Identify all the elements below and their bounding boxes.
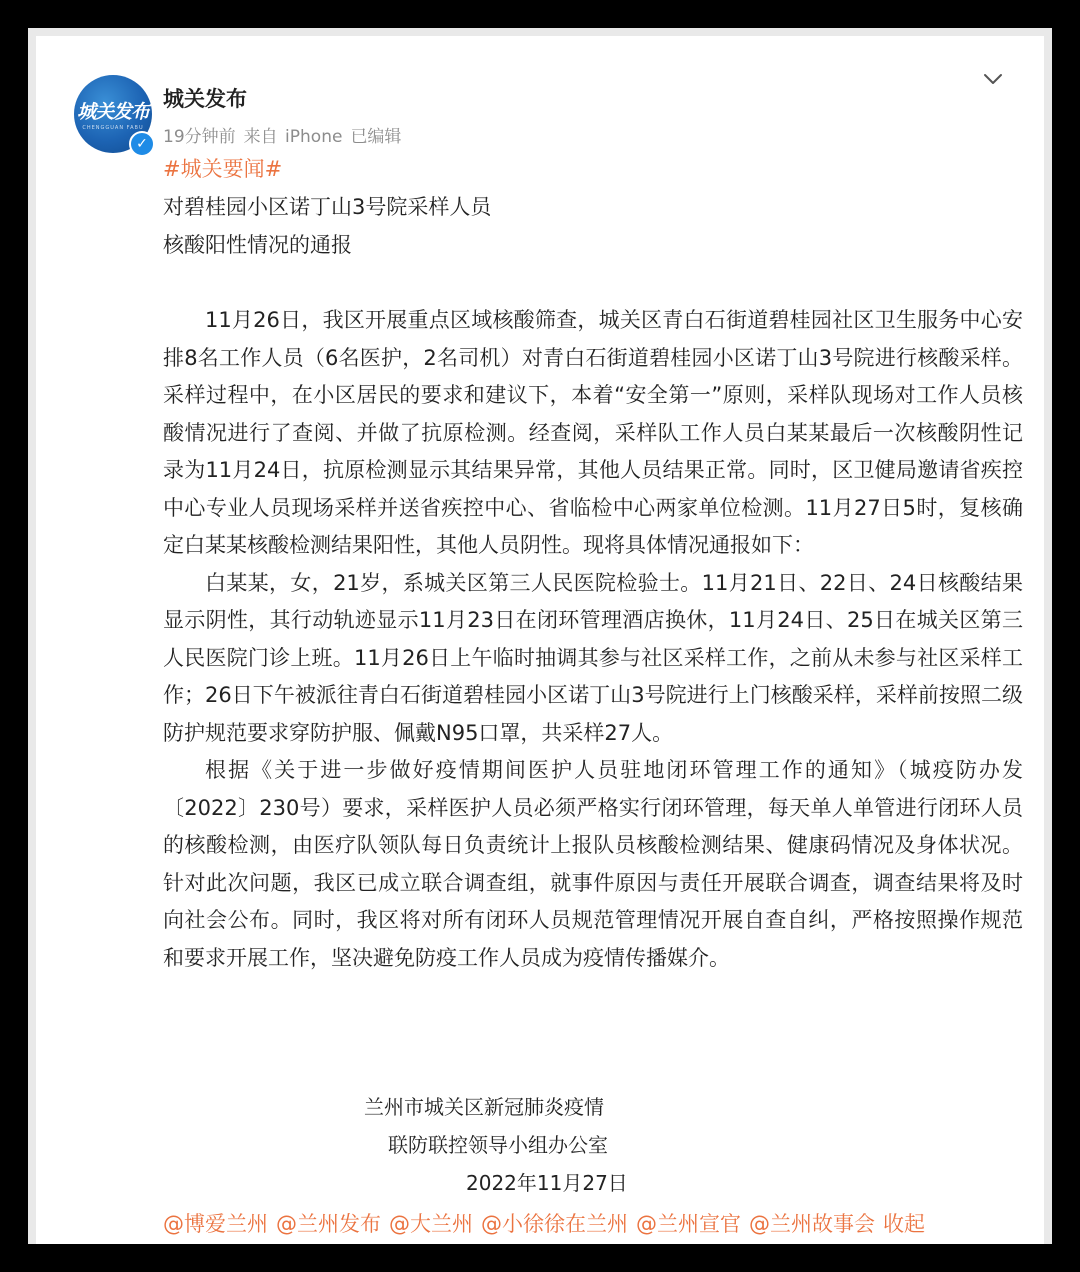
mention-link[interactable]: @兰州故事会 [749, 1212, 875, 1236]
mention-link[interactable]: @博爱兰州 [163, 1212, 268, 1236]
paragraph-gap [163, 264, 1023, 302]
verified-badge-icon: ✓ [129, 131, 155, 157]
notice-title-line-1: 对碧桂园小区诺丁山3号院采样人员 [163, 195, 492, 219]
post-time[interactable]: 19分钟前 [163, 127, 236, 147]
screenshot-frame [28, 28, 1052, 1244]
notice-title-line-2: 核酸阳性情况的通报 [163, 233, 352, 257]
body-paragraph-3: 根据《关于进一步做好疫情期间医护人员驻地闭环管理工作的通知》（城疫防办发〔2022〕230号）要求，采样医护人员必须严格实行闭环管理，每天单人单管进行闭环人员的核酸检测，由医疗队领队每日负责统计上报队员核酸检测结果、健康码情况及身体状况。针对此次问题，我区已成立联合调查组，就事件原因与责任开展联合调查，调查结果将及时向社会公布。同时，我区将对所有闭环人员规范管理情况开展自查自纠，严格按照操作规范和要求开展工作，坚决避免防疫工作人员成为疫情传播媒介。 [163, 758, 1023, 970]
mention-link[interactable]: @兰州宣官 [636, 1212, 741, 1236]
post-source: 来自 iPhone [243, 127, 343, 147]
mention-link[interactable]: @兰州发布 [276, 1212, 381, 1236]
signature-line-2: 联防联控领导小组办公室 [388, 1133, 608, 1157]
avatar-logo-text: 城关发布 [76, 101, 149, 123]
post-meta [163, 122, 401, 147]
post-body [163, 150, 1023, 977]
signature-date: 2022年11月27日 [466, 1171, 628, 1195]
edited-label[interactable]: 已编辑 [350, 127, 402, 147]
signature-line-1: 兰州市城关区新冠肺炎疫情 [364, 1095, 604, 1119]
chevron-down-icon[interactable] [980, 66, 1006, 92]
mentions-row [163, 1208, 933, 1238]
collapse-link[interactable]: 收起 [883, 1212, 925, 1236]
hashtag-link[interactable]: #城关要闻# [163, 157, 283, 181]
body-paragraph-2: 白某某，女，21岁，系城关区第三人民医院检验士。11月21日、22日、24日核酸结果显示阴性，其行动轨迹显示11月23日在闭环管理酒店换休，11月24日、25日在城关区第三人民医院门诊上班。11月26日上午临时抽调其参与社区采样工作，之前从未参与社区采样工作；26日下午被派往青白石街道碧桂园小区诺丁山3号院进行上门核酸采样，采样前按照二级防护规范要求穿防护服、佩戴N95口罩，共采样27人。 [163, 570, 1023, 745]
mention-link[interactable]: @小徐徐在兰州 [481, 1212, 628, 1236]
mention-link[interactable]: @大兰州 [389, 1212, 473, 1236]
author-name[interactable]: 城关发布 [163, 87, 247, 111]
weibo-post-card [36, 36, 1044, 1244]
avatar-logo-subtext: CHENGGUAN FABU [82, 125, 144, 131]
body-paragraph-1: 11月26日，我区开展重点区域核酸筛查，城关区青白石街道碧桂园社区卫生服务中心安排8名工作人员（6名医护，2名司机）对青白石街道碧桂园小区诺丁山3号院进行核酸采样。采样过程中，在小区居民的要求和建议下，本着“安全第一”原则，采样队现场对工作人员核酸情况进行了查阅、并做了抗原检测。经查阅，采样队工作人员白某某最后一次核酸阴性记录为11月24日，抗原检测显示其结果异常，其他人员结果正常。同时，区卫健局邀请省疾控中心专业人员现场采样并送省疾控中心、省临检中心两家单位检测。11月27日5时，复核确定白某某核酸检测结果阳性，其他人员阴性。现将具体情况通报如下： [163, 308, 1023, 557]
